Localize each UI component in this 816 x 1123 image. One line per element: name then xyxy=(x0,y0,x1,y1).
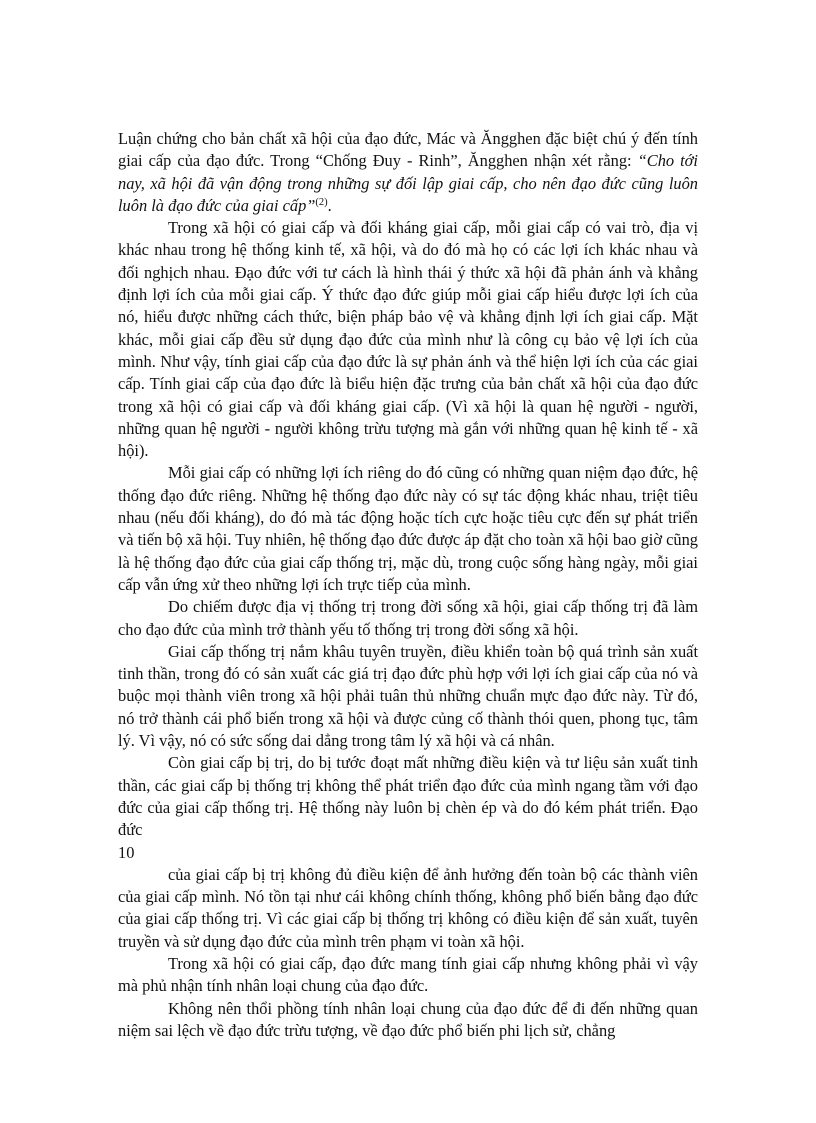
paragraph: của giai cấp bị trị không đủ điều kiện để ảnh hưởng đến toàn bộ các thành viên của giai cấp mình. Nó tồn tại như cái không chính thống, không phổ biến bằng đạo đức của giai cấp thống trị. Vì các giai cấp bị thống trị không có điều kiện để sản xuất, tuyên truyền và sử dụng đạo đức của mình trên phạm vi toàn xã hội. xyxy=(118,864,698,951)
footnote-marker: (2) xyxy=(315,196,328,208)
paragraph: Mỗi giai cấp có những lợi ích riêng do đó cũng có những quan niệm đạo đức, hệ thống đạo đức riêng. Những hệ thống đạo đức này có sự tác động khác nhau, triệt tiêu nhau (nếu đối kháng), do đó mà tác động hoặc tích cực hoặc tiêu cực đến sự phát triển và tiến bộ xã hội. Tuy nhiên, hệ thống đạo đức được áp đặt cho toàn xã hội bao giờ cũng là hệ thống đạo đức của giai cấp thống trị, mặc dù, trong cuộc sống hàng ngày, mỗi giai cấp vẫn ứng xử theo những lợi ích trực tiếp của mình. xyxy=(118,463,698,594)
engels-quote: “Cho tới nay, xã hội đã vận động trong những sự đối lập giai cấp, cho nên đạo đức cũng luôn luôn là đạo đức của giai cấp” xyxy=(118,151,698,215)
paragraph: Không nên thổi phồng tính nhân loại chung của đạo đức để đi đến những quan niệm sai lệch về đạo đức trừu tượng, về đạo đức phổ biến phi lịch sử, chẳng xyxy=(118,998,698,1040)
paragraph: Do chiếm được địa vị thống trị trong đời sống xã hội, giai cấp thống trị đã làm cho đạo đức của mình trở thành yếu tố thống trị trong đời sống xã hội. xyxy=(118,597,698,639)
intro-text: Luận chứng cho bản chất xã hội của đạo đức, Mác và Ăngghen đặc biệt chú ý đến tính giai cấp của đạo đức. Trong “Chống Đuy - Rinh”, Ăngghen nhận xét rằng: xyxy=(118,129,698,171)
intro-paragraph xyxy=(118,128,698,217)
paragraph: Còn giai cấp bị trị, do bị tước đoạt mất những điều kiện và tư liệu sản xuất tinh thần, các giai cấp bị thống trị không thể phát triển đạo đức của mình ngang tầm với đạo đức của giai cấp thống trị. Hệ thống này luôn bị chèn ép và do đó kém phát triển. Đạo đức xyxy=(118,753,698,840)
paragraph: Trong xã hội có giai cấp, đạo đức mang tính giai cấp nhưng không phải vì vậy mà phủ nhận tính nhân loại chung của đạo đức. xyxy=(118,953,698,996)
paragraph: Trong xã hội có giai cấp và đối kháng giai cấp, mỗi giai cấp có vai trò, địa vị khác nhau trong hệ thống kinh tế, xã hội, và do đó mà họ có các lợi ích khác nhau và đối nghịch nhau. Đạo đức với tư cách là hình thái ý thức xã hội đã phản ánh và khẳng định lợi ích của mỗi giai cấp. Ý thức đạo đức giúp mỗi giai cấp hiểu được lợi ích của nó, hiểu được những cách thức, biện pháp bảo vệ và khẳng định lợi ích giai cấp. Mặt khác, mỗi giai cấp đều sử dụng đạo đức của mình như là công cụ bảo vệ lợi ích của mình. Như vậy, tính giai cấp của đạo đức là sự phản ánh và thể hiện lợi ích của các giai cấp. Tính giai cấp của đạo đức là biểu hiện đặc trưng của bản chất xã hội của đạo đức trong xã hội có giai cấp và đối kháng giai cấp. (Vì xã hội là quan hệ người - người, những quan hệ người - người không trừu tượng mà gắn với những quan hệ kinh tế - xã hội). xyxy=(118,218,698,461)
document-page xyxy=(118,128,698,1042)
page-number: 10 xyxy=(118,842,135,862)
intro-end: . xyxy=(327,195,332,215)
paragraph: Giai cấp thống trị nắm khâu tuyên truyền, điều khiển toàn bộ quá trình sản xuất tinh thần, trong đó có sản xuất các giá trị đạo đức phù hợp với lợi ích giai cấp của nó và buộc mọi thành viên trong xã hội phải tuân thủ những chuẩn mực đạo đức này. Từ đó, nó trở thành cái phổ biến trong xã hội và được củng cố thành thói quen, phong tục, tâm lý. Vì vậy, nó có sức sống dai dẳng trong tâm lý xã hội và cá nhân. xyxy=(118,641,698,751)
